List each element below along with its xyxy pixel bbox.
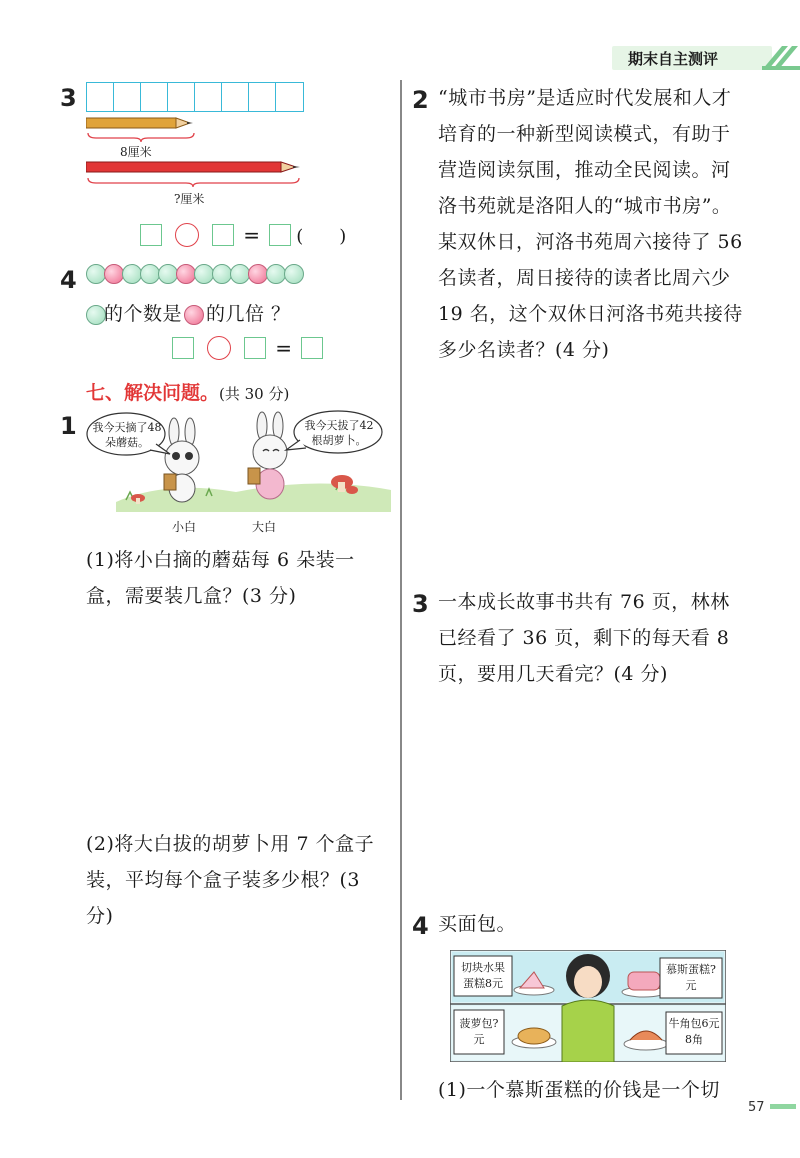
answer-grid[interactable] [86, 82, 304, 112]
q4-text-end: 的几倍 ？ [206, 303, 291, 325]
q3-equation [140, 222, 346, 248]
header-stripes-icon [762, 46, 800, 70]
bubble-left-text: 我今天摘了48朵蘑菇。 [92, 421, 162, 449]
left-q3-number: 3 [60, 84, 77, 112]
header-tag-text: 期末自主测评 [628, 50, 719, 68]
q1-sub2: (2)将大白拔的胡萝卜用 7 个盒子装，平均每个盒子装多少根？(3 分) [86, 833, 375, 927]
page-number-bar [770, 1104, 796, 1109]
q4-text-mid: 的个数是 [104, 303, 183, 325]
sign-pineapple-bun: 菠萝包?元 [459, 1017, 499, 1046]
q4-equation [172, 336, 323, 360]
section-title: 七、解决问题。 [86, 382, 220, 404]
right-q4-sub1: (1)一个慕斯蛋糕的价钱是一个切 [438, 1079, 720, 1101]
sign-croissant: 牛角包6元8角 [668, 1017, 720, 1046]
q4-eq-operator-circle[interactable] [207, 336, 231, 360]
right-q3-number: 3 [412, 590, 429, 618]
eq-operator-circle[interactable] [175, 223, 199, 247]
long-pencil-label: ?厘米 [174, 192, 205, 206]
right-q3-text: 一本成长故事书共有 76 页，林林已经看了 36 页，剩下的每天看 8 页，要用几天看完？(4 分) [438, 591, 730, 685]
page-number-text: 57 [748, 1100, 765, 1115]
sign-fruit-cake: 切块水果蛋糕8元 [461, 961, 505, 990]
pink-bead-icon [184, 305, 204, 325]
q4-eq-sign: = [275, 336, 293, 360]
q1-sub1: (1)将小白摘的蘑菇每 6 朵装一盒，需要装几盒？(3 分) [86, 549, 355, 607]
short-brace-icon [86, 131, 196, 143]
right-q4-title: 买面包。 [438, 913, 517, 935]
eq-box-2[interactable] [212, 224, 234, 246]
right-q2-text: “城市书房”是适应时代发展和人才培育的一种新型阅读模式，有助于营造阅读氛围，推动全民阅读。河洛书苑就是洛阳人的“城市书房”。某双休日，河洛书苑周六接待了 56 名读者，周日接待的读者比周六少 19 名，这个双休日河洛书苑共接待多少名读者？(4 分) [438, 87, 743, 361]
short-pencil-icon [86, 116, 196, 130]
eq-sign: = [243, 223, 261, 247]
q4-question [86, 296, 291, 332]
bead-string [86, 263, 302, 284]
header-tag [612, 46, 800, 70]
right-q4-number: 4 [412, 912, 429, 940]
eq-box-result[interactable] [269, 224, 291, 246]
long-brace-icon [86, 176, 306, 188]
left-q1-number: 1 [60, 412, 77, 440]
left-q4-number: 4 [60, 266, 77, 294]
section-heading [86, 378, 289, 405]
bakery-illustration [450, 950, 726, 1062]
q4-eq-box-result[interactable] [301, 337, 323, 359]
section-score: (共 30 分) [219, 385, 290, 403]
long-pencil-icon [86, 160, 306, 174]
rabbits-illustration [86, 410, 396, 520]
green-bead-icon [86, 305, 106, 325]
sign-mousse-cake: 慕斯蛋糕?元 [666, 963, 716, 992]
name-xiaobai: 小白 [172, 520, 197, 534]
q4-eq-box-2[interactable] [244, 337, 266, 359]
page-number [748, 1096, 796, 1115]
bubble-right-text: 我今天拔了42根胡萝卜。 [304, 419, 374, 447]
column-divider [400, 80, 402, 1100]
name-dabai: 大白 [252, 520, 277, 534]
eq-box-1[interactable] [140, 224, 162, 246]
eq-unit-paren: ( ) [296, 226, 347, 247]
short-pencil-label: 8厘米 [120, 145, 152, 159]
q4-eq-box-1[interactable] [172, 337, 194, 359]
right-q2-number: 2 [412, 86, 429, 114]
